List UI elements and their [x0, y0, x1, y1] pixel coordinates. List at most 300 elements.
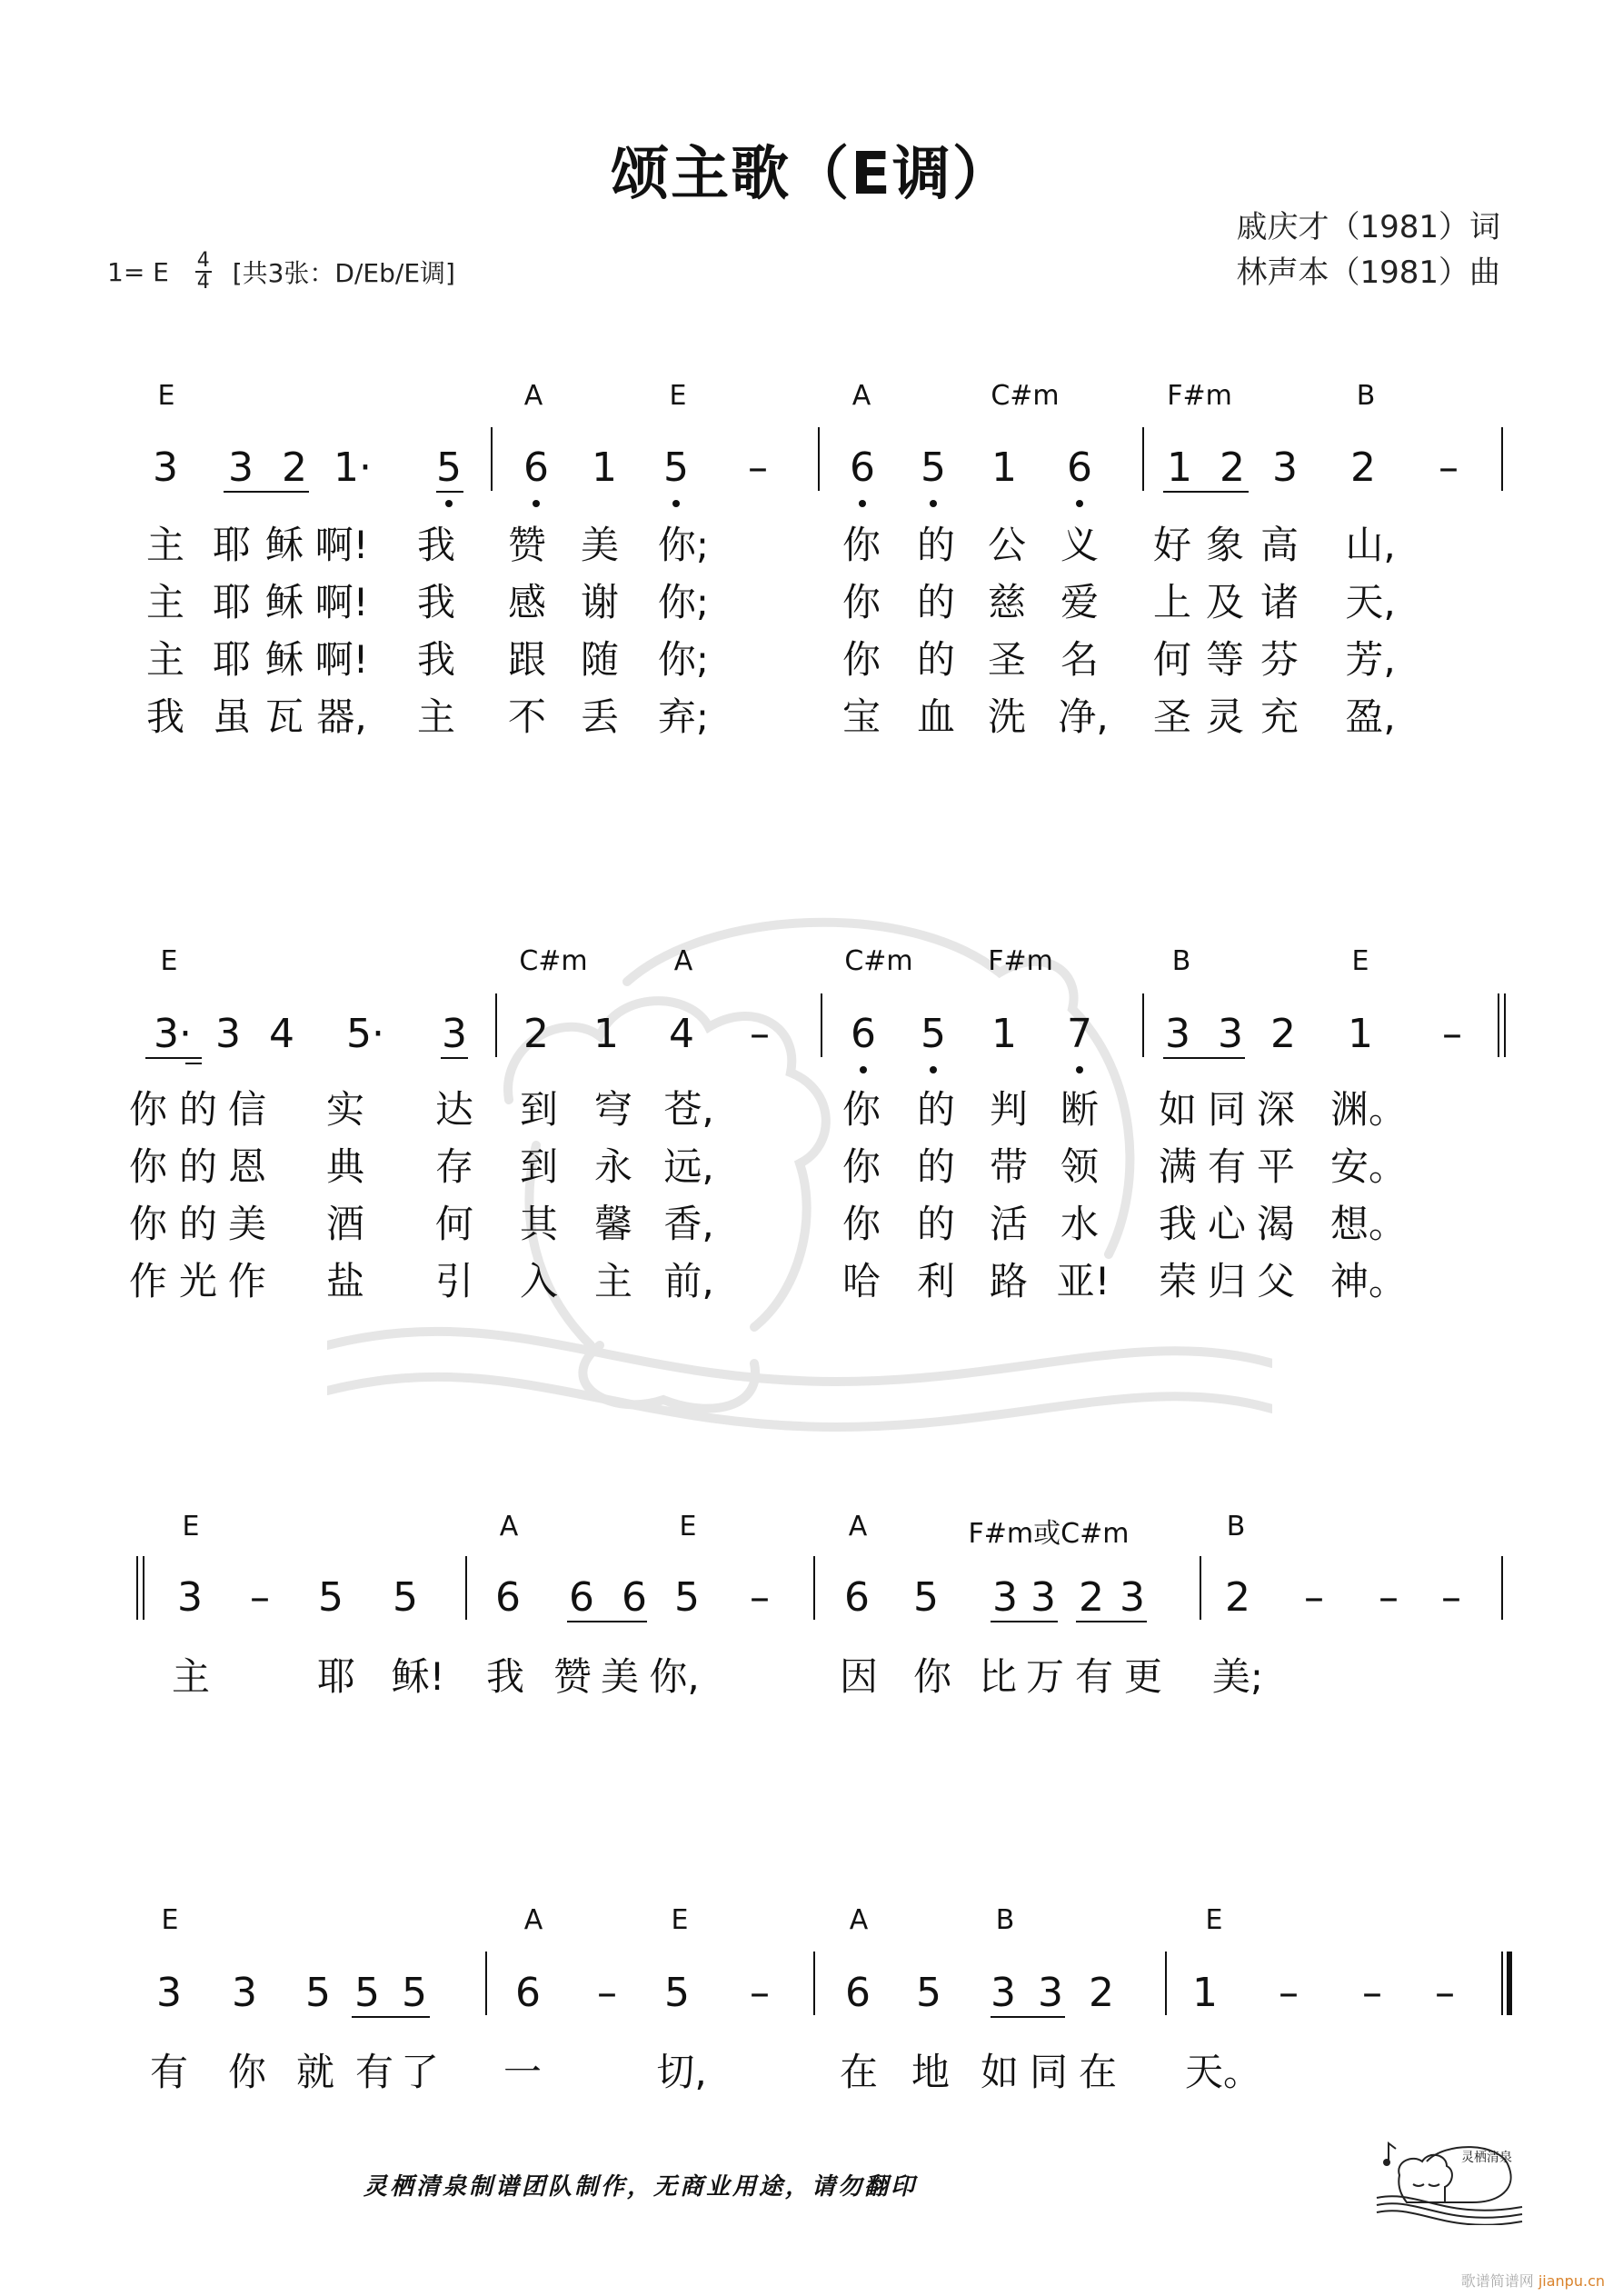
lyric-syllable: 如 — [980, 2050, 1020, 2094]
lyric-syllable: 存 — [434, 1144, 474, 1189]
lyric-syllable: 在 — [839, 2050, 879, 2094]
jianpu-note: 2 — [282, 444, 307, 491]
jianpu-note: 3 — [1038, 1970, 1063, 2016]
lyric-syllable: 耶 — [316, 1654, 356, 1699]
lyric-syllable: 在 — [1078, 2050, 1118, 2094]
lyric-syllable: 耶 — [212, 523, 252, 567]
lyric-syllable: 活 — [989, 1202, 1029, 1246]
lyric-syllable: 感 — [507, 580, 547, 624]
lyric-syllable: 耶 — [212, 580, 252, 624]
jianpu-note: 6 — [523, 444, 549, 491]
lyric-syllable: 同 — [1029, 2050, 1069, 2094]
low-octave-dot — [860, 1066, 867, 1073]
lyric-syllable: 谢 — [580, 580, 620, 624]
lyric-syllable: 一 — [503, 2050, 543, 2094]
lyric-syllable: 诸 — [1260, 580, 1299, 624]
lyric-syllable: 永 — [593, 1144, 633, 1189]
lyric-syllable: 净, — [1058, 694, 1109, 739]
lyric-syllable: 如 — [1158, 1087, 1198, 1132]
time-numerator: 4 — [196, 249, 210, 272]
barline — [1142, 427, 1144, 491]
jianpu-note: 3 — [1218, 1011, 1243, 1057]
lyric-syllable: 你 — [841, 1087, 881, 1132]
site-watermark — [1461, 2270, 1605, 2291]
jianpu-note: 5 — [916, 1970, 941, 2016]
chord-symbol: E — [160, 945, 178, 977]
lyric-syllable: 你 — [128, 1202, 168, 1246]
jianpu-note: 3 — [232, 1970, 257, 2016]
lyric-syllable: 判 — [989, 1087, 1029, 1132]
lyric-syllable: 平 — [1256, 1144, 1296, 1189]
lyric-syllable: 哈 — [841, 1259, 881, 1303]
barline — [1200, 1556, 1201, 1620]
lyric-syllable: 你 — [227, 2050, 267, 2094]
lyric-syllable: 路 — [989, 1259, 1029, 1303]
lyric-syllable: 美; — [1211, 1654, 1264, 1699]
lyric-syllable: 慈 — [987, 580, 1027, 624]
chord-symbol: E — [671, 1904, 689, 1936]
beam-underline — [567, 1621, 647, 1622]
jianpu-note: 4 — [669, 1011, 694, 1057]
lyric-syllable: 的 — [178, 1144, 218, 1189]
lyric-syllable: 我 — [416, 523, 456, 567]
barline — [465, 1556, 467, 1620]
beam-underline — [1163, 1057, 1245, 1059]
lyric-syllable: 你; — [657, 637, 710, 682]
chord-symbol: C#m — [844, 945, 913, 977]
barline — [1501, 427, 1503, 491]
time-denominator: 4 — [196, 271, 210, 294]
jianpu-note: 3· — [154, 1011, 192, 1057]
sheep-logo-icon — [1372, 2134, 1527, 2225]
lyric-syllable: 香, — [663, 1202, 714, 1246]
beam-underline — [1163, 491, 1249, 493]
jianpu-note: 3 — [1272, 444, 1298, 491]
jianpu-note: – — [1442, 1011, 1462, 1057]
lyric-syllable: 想。 — [1329, 1202, 1408, 1246]
jianpu-note: 1 — [991, 1011, 1017, 1057]
beam-underline — [441, 1057, 468, 1059]
beam-underline — [185, 1063, 202, 1064]
lyric-syllable: 的 — [178, 1202, 218, 1246]
chord-symbol: F#m — [988, 945, 1053, 977]
version-note: [共3张：D/Eb/E调] — [232, 258, 455, 288]
lyric-syllable: 有 — [354, 2050, 394, 2094]
jianpu-note: – — [1435, 1970, 1455, 2016]
barline — [818, 427, 820, 491]
chord-symbol: B — [1356, 380, 1376, 412]
jianpu-note: 5 — [674, 1574, 700, 1621]
jianpu-note: 5 — [663, 444, 689, 491]
jianpu-note: – — [750, 1574, 770, 1621]
lyric-syllable: 典 — [325, 1144, 365, 1189]
final-barline — [1507, 1952, 1512, 2015]
lyric-syllable: 器, — [316, 694, 367, 739]
lyric-syllable: 归 — [1207, 1259, 1247, 1303]
lyric-syllable: 作 — [227, 1259, 267, 1303]
beam-underline — [991, 2016, 1065, 2018]
lyric-syllable: 神。 — [1329, 1259, 1408, 1303]
jianpu-note: 1 — [593, 1011, 619, 1057]
jianpu-note: 7 — [1067, 1011, 1092, 1057]
chord-symbol: B — [995, 1904, 1015, 1936]
jianpu-note: 3 — [177, 1574, 203, 1621]
lyric-syllable: 名 — [1060, 637, 1100, 682]
low-octave-dot — [672, 500, 680, 507]
beam-underline — [991, 1621, 1058, 1622]
lyric-syllable: 实 — [325, 1087, 365, 1132]
jianpu-note: – — [250, 1574, 270, 1621]
lyric-syllable: 利 — [916, 1259, 956, 1303]
lyric-syllable: 比 — [978, 1654, 1018, 1699]
chord-symbol: A — [851, 380, 871, 412]
lyric-syllable: 洗 — [987, 694, 1027, 739]
beam-underline — [436, 491, 463, 493]
chord-symbol: F#m — [1167, 380, 1232, 412]
jianpu-note: 3 — [1031, 1574, 1056, 1621]
lyric-syllable: 的 — [178, 1087, 218, 1132]
jianpu-note: 2 — [1225, 1574, 1250, 1621]
lyric-syllable: 血 — [916, 694, 956, 739]
lyric-syllable: 主 — [145, 637, 185, 682]
lyric-syllable: 心 — [1207, 1202, 1247, 1246]
lyric-syllable: 美 — [227, 1202, 267, 1246]
lyric-syllable: 水 — [1060, 1202, 1100, 1246]
lyric-syllable: 的 — [916, 580, 956, 624]
lyric-syllable: 主 — [145, 523, 185, 567]
jianpu-note: 1 — [1167, 444, 1192, 491]
low-octave-dot — [533, 500, 540, 507]
lyric-syllable: 圣 — [987, 637, 1027, 682]
lyric-syllable: 同 — [1207, 1087, 1247, 1132]
chord-symbol: C#m — [991, 380, 1060, 412]
chord-symbol: E — [669, 380, 687, 412]
lyric-syllable: 何 — [1152, 637, 1192, 682]
chord-symbol: A — [673, 945, 693, 977]
lyric-syllable: 其 — [519, 1202, 559, 1246]
lyric-syllable: 耶 — [212, 637, 252, 682]
lyric-syllable: 光 — [178, 1259, 218, 1303]
jianpu-note: 6 — [622, 1574, 647, 1621]
jianpu-note: 1 — [592, 444, 617, 491]
barline — [813, 1952, 815, 2015]
lyric-syllable: 入 — [519, 1259, 559, 1303]
jianpu-note: 5 — [913, 1574, 939, 1621]
chord-symbol: E — [161, 1904, 179, 1936]
chord-symbol: E — [679, 1511, 697, 1542]
jianpu-note: 5 — [664, 1970, 690, 2016]
lyric-syllable: 我 — [1158, 1202, 1198, 1246]
lyric-syllable: 天。 — [1184, 2050, 1262, 2094]
double-barline — [143, 1556, 144, 1620]
lyric-syllable: 更 — [1123, 1654, 1163, 1699]
time-signature — [195, 251, 212, 293]
lyric-syllable: 深 — [1256, 1087, 1296, 1132]
lyric-syllable: 的 — [916, 1144, 956, 1189]
chord-symbol: F#m或C#m — [968, 1518, 1130, 1550]
lyric-syllable: 你 — [841, 1144, 881, 1189]
lyric-syllable: 啊! — [314, 637, 369, 682]
lyric-syllable: 有 — [1074, 1654, 1114, 1699]
lyric-syllable: 稣! — [391, 1654, 445, 1699]
low-octave-dot — [1076, 500, 1083, 507]
jianpu-note: 3 — [992, 1574, 1018, 1621]
lyric-syllable: 酒 — [325, 1202, 365, 1246]
lyric-syllable: 啊! — [314, 523, 369, 567]
lyric-syllable: 信 — [227, 1087, 267, 1132]
jianpu-note: – — [597, 1970, 617, 2016]
beam-underline — [352, 2016, 430, 2018]
low-octave-dot — [1076, 1066, 1083, 1073]
lyric-syllable: 盈, — [1345, 694, 1396, 739]
lyric-syllable: 亚! — [1056, 1259, 1110, 1303]
chord-symbol: B — [1226, 1511, 1246, 1542]
lyric-syllable: 圣 — [1152, 694, 1192, 739]
lyric-syllable: 我 — [416, 580, 456, 624]
lyric-syllable: 到 — [519, 1144, 559, 1189]
logo-text: 灵栖清泉 — [1461, 2151, 1512, 2165]
lyric-syllable: 你, — [649, 1654, 700, 1699]
final-barline — [1501, 1952, 1503, 2015]
jianpu-note: 6 — [850, 444, 875, 491]
lyric-syllable: 达 — [434, 1087, 474, 1132]
lyric-syllable: 宝 — [841, 694, 881, 739]
lyric-syllable: 上 — [1152, 580, 1192, 624]
jianpu-note: 2 — [1270, 1011, 1296, 1057]
lyric-syllable: 你 — [128, 1144, 168, 1189]
lyric-syllable: 你 — [841, 580, 881, 624]
chord-symbol: A — [499, 1511, 519, 1542]
lyric-syllable: 渊。 — [1329, 1087, 1408, 1132]
beam-underline — [185, 1057, 202, 1059]
lyric-syllable: 赞 — [507, 523, 547, 567]
lyric-syllable: 好 — [1152, 523, 1192, 567]
low-octave-dot — [930, 500, 937, 507]
footer-credit: 灵栖清泉制谱团队制作，无商业用途，请勿翻印 — [363, 2173, 918, 2201]
lyric-syllable: 的 — [916, 1202, 956, 1246]
jianpu-note: 1 — [991, 444, 1017, 491]
lyric-syllable: 地 — [911, 2050, 951, 2094]
chord-symbol: E — [1205, 1904, 1223, 1936]
lyric-syllable: 的 — [916, 637, 956, 682]
double-barline — [1504, 993, 1506, 1057]
lyric-syllable: 赞 — [553, 1654, 592, 1699]
key-label: 1= E — [107, 256, 169, 287]
composer-credit: 林声本（1981）曲 — [1236, 255, 1500, 291]
lyric-syllable: 引 — [434, 1259, 474, 1303]
lyric-syllable: 虽 — [212, 694, 252, 739]
lyric-syllable: 切, — [656, 2050, 707, 2094]
lyric-syllable: 你; — [657, 580, 710, 624]
lyric-syllable: 安。 — [1329, 1144, 1408, 1189]
jianpu-note: 3 — [228, 444, 254, 491]
jianpu-note: 3 — [156, 1970, 182, 2016]
lyric-syllable: 就 — [295, 2050, 335, 2094]
barline — [821, 993, 822, 1057]
lyric-syllable: 苍, — [663, 1087, 714, 1132]
jianpu-note: 2 — [523, 1011, 549, 1057]
lyric-syllable: 你; — [657, 523, 710, 567]
jianpu-note: 6 — [495, 1574, 521, 1621]
jianpu-note: – — [1379, 1574, 1399, 1621]
jianpu-note: – — [1304, 1574, 1324, 1621]
lyric-syllable: 我 — [145, 694, 185, 739]
lyric-syllable: 灵 — [1205, 694, 1245, 739]
jianpu-note: 4 — [269, 1011, 294, 1057]
jianpu-note: 6 — [851, 1011, 876, 1057]
beam-underline — [1076, 1621, 1147, 1622]
jianpu-note: 6 — [845, 1970, 871, 2016]
jianpu-note: – — [1441, 1574, 1461, 1621]
jianpu-note: – — [750, 1011, 770, 1057]
lyric-syllable: 满 — [1158, 1144, 1198, 1189]
jianpu-note: – — [748, 444, 768, 491]
jianpu-note: 3 — [1120, 1574, 1145, 1621]
lyric-syllable: 你 — [912, 1654, 952, 1699]
barline — [1501, 1556, 1503, 1620]
jianpu-note: 6 — [515, 1970, 541, 2016]
lyric-syllable: 充 — [1260, 694, 1299, 739]
lyric-syllable: 爱 — [1060, 580, 1100, 624]
lyric-syllable: 的 — [916, 1087, 956, 1132]
lyric-syllable: 你 — [841, 637, 881, 682]
key-signature — [107, 251, 455, 293]
chord-symbol: A — [523, 1904, 543, 1936]
lyric-syllable: 父 — [1256, 1259, 1296, 1303]
lyric-syllable: 因 — [839, 1654, 879, 1699]
lyric-syllable: 弃; — [657, 694, 710, 739]
lyric-syllable: 何 — [434, 1202, 474, 1246]
low-octave-dot — [859, 500, 866, 507]
chord-symbol: E — [182, 1511, 200, 1542]
chord-symbol: A — [849, 1904, 869, 1936]
jianpu-note: 3 — [1165, 1011, 1190, 1057]
lyric-syllable: 稣 — [264, 637, 304, 682]
lyric-syllable: 万 — [1025, 1654, 1065, 1699]
lyric-syllable: 主 — [145, 580, 185, 624]
jianpu-note: 3 — [153, 444, 178, 491]
jianpu-note: 2 — [1089, 1970, 1114, 2016]
jianpu-note: 1 — [1348, 1011, 1373, 1057]
lyric-syllable: 芬 — [1260, 637, 1299, 682]
lyric-syllable: 你 — [128, 1087, 168, 1132]
lyric-syllable: 象 — [1205, 523, 1245, 567]
lyric-syllable: 不 — [507, 694, 547, 739]
lyric-syllable: 领 — [1060, 1144, 1100, 1189]
lyric-syllable: 及 — [1205, 580, 1245, 624]
barline — [485, 1952, 487, 2015]
site-url: jianpu.cn — [1538, 2272, 1605, 2290]
jianpu-note: 5 — [354, 1970, 380, 2016]
jianpu-note: – — [750, 1970, 770, 2016]
lyric-syllable: 渴 — [1256, 1202, 1296, 1246]
jianpu-note: 6 — [1067, 444, 1092, 491]
jianpu-note: – — [1439, 444, 1459, 491]
jianpu-note: 5 — [921, 444, 946, 491]
barline — [1142, 993, 1144, 1057]
lyric-syllable: 断 — [1060, 1087, 1100, 1132]
lyric-syllable: 芳, — [1345, 637, 1396, 682]
lyric-syllable: 美 — [580, 523, 620, 567]
double-barline — [136, 1556, 138, 1620]
lyric-syllable: 荣 — [1158, 1259, 1198, 1303]
lyric-syllable: 带 — [989, 1144, 1029, 1189]
lyric-syllable: 主 — [171, 1654, 211, 1699]
jianpu-note: – — [1362, 1970, 1382, 2016]
lyric-syllable: 跟 — [507, 637, 547, 682]
lyric-syllable: 随 — [580, 637, 620, 682]
lyric-syllable: 有 — [1207, 1144, 1247, 1189]
lyric-syllable: 有 — [149, 2050, 189, 2094]
jianpu-note: 5 — [318, 1574, 344, 1621]
lyric-syllable: 我 — [485, 1654, 525, 1699]
jianpu-note: 2 — [1220, 444, 1245, 491]
song-title: 颂主歌（E调） — [611, 141, 1012, 208]
jianpu-note: 6 — [844, 1574, 870, 1621]
chord-symbol: B — [1171, 945, 1191, 977]
lyric-syllable: 馨 — [593, 1202, 633, 1246]
jianpu-note: 5 — [393, 1574, 418, 1621]
lyric-syllable: 前, — [663, 1259, 714, 1303]
jianpu-note: 2 — [1079, 1574, 1104, 1621]
jianpu-note: 5 — [921, 1011, 946, 1057]
barline — [1165, 1952, 1167, 2015]
lyric-syllable: 你 — [841, 523, 881, 567]
jianpu-note: 5· — [346, 1011, 384, 1057]
jianpu-note: – — [1279, 1970, 1299, 2016]
lyric-syllable: 丢 — [580, 694, 620, 739]
lyric-syllable: 主 — [416, 694, 456, 739]
lyric-syllable: 作 — [128, 1259, 168, 1303]
jianpu-note: 3 — [991, 1970, 1016, 2016]
lyric-syllable: 了 — [400, 2050, 440, 2094]
lyric-syllable: 啊! — [314, 580, 369, 624]
jianpu-note: 5 — [305, 1970, 331, 2016]
barline — [491, 427, 493, 491]
lyric-syllable: 的 — [916, 523, 956, 567]
chord-symbol: A — [523, 380, 543, 412]
lyric-syllable: 等 — [1205, 637, 1245, 682]
jianpu-note: 6 — [569, 1574, 594, 1621]
lyric-syllable: 恩 — [227, 1144, 267, 1189]
jianpu-note: 1 — [1192, 1970, 1218, 2016]
chord-symbol: A — [848, 1511, 868, 1542]
jianpu-note: 5 — [436, 444, 462, 491]
low-octave-dot — [930, 1066, 937, 1073]
beam-underline — [224, 491, 309, 493]
lyric-syllable: 山, — [1345, 523, 1396, 567]
lyric-syllable: 我 — [416, 637, 456, 682]
lyric-syllable: 瓦 — [264, 694, 304, 739]
lyricist-credit: 戚庆才（1981）词 — [1236, 209, 1500, 245]
lyric-syllable: 高 — [1260, 523, 1299, 567]
chord-symbol: C#m — [519, 945, 588, 977]
lyric-syllable: 穹 — [593, 1087, 633, 1132]
barline — [495, 993, 497, 1057]
lyric-syllable: 稣 — [264, 580, 304, 624]
jianpu-note: 3 — [215, 1011, 241, 1057]
lyric-syllable: 义 — [1060, 523, 1100, 567]
lyric-syllable: 远, — [663, 1144, 714, 1189]
jianpu-note: 3 — [442, 1011, 467, 1057]
jianpu-note: 2 — [1350, 444, 1376, 491]
lyric-syllable: 主 — [593, 1259, 633, 1303]
lyric-syllable: 天, — [1345, 580, 1396, 624]
lyric-syllable: 美 — [600, 1654, 640, 1699]
chord-symbol: E — [157, 380, 175, 412]
chord-symbol: E — [1351, 945, 1369, 977]
double-barline — [1498, 993, 1499, 1057]
